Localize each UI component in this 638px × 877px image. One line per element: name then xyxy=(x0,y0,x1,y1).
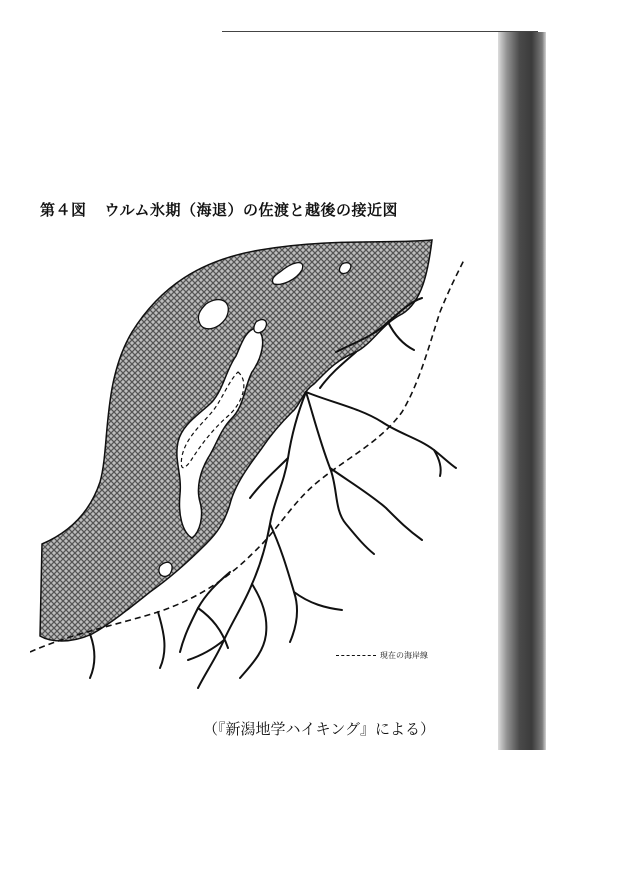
source-citation: （『新潟地学ハイキング』による） xyxy=(203,720,436,738)
paleogeographic-map xyxy=(30,232,470,702)
legend-label: 現在の海岸線 xyxy=(380,651,428,660)
figure-caption: ウルム氷期（海退）の佐渡と越後の接近図 xyxy=(104,201,398,219)
binding-shadow xyxy=(498,32,546,750)
islet xyxy=(159,562,172,576)
figure-number: 第４図 xyxy=(40,201,87,219)
map-legend xyxy=(336,650,428,661)
legend-dash-sample xyxy=(336,655,376,656)
figure-title xyxy=(40,199,398,220)
top-edge-rule xyxy=(222,31,538,32)
